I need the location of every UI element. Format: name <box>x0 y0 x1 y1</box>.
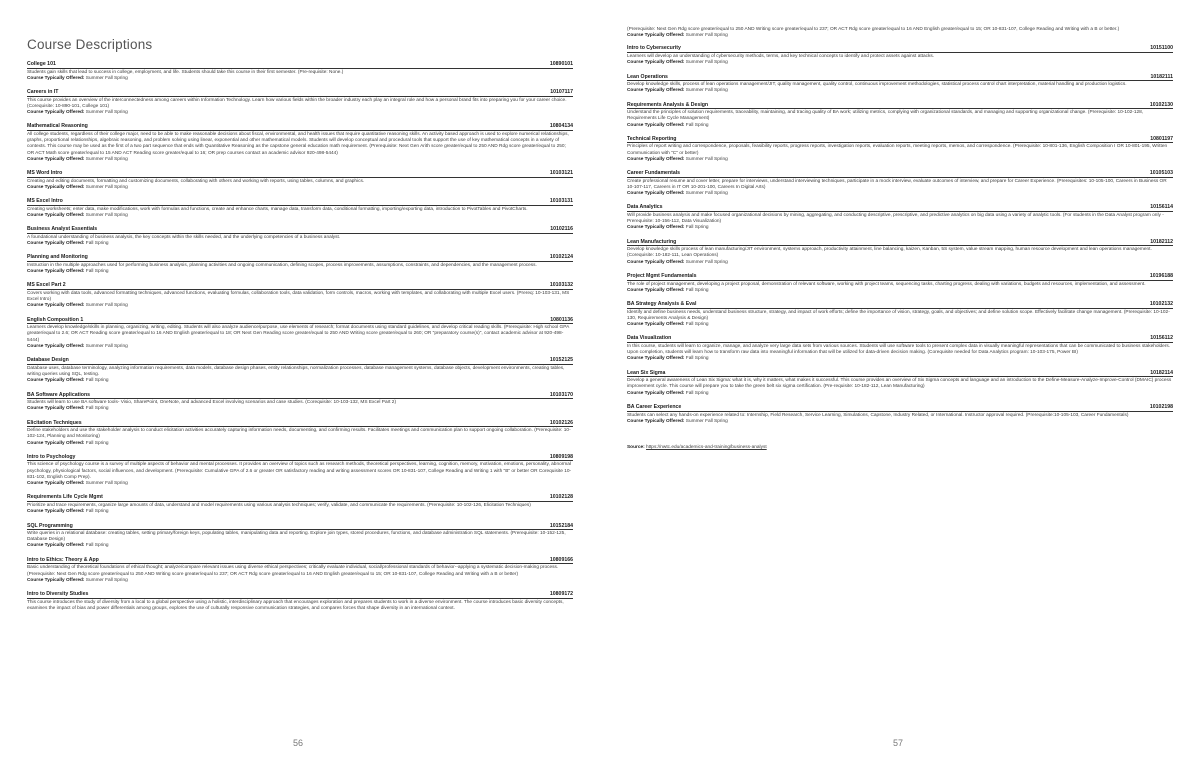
course-code: 10102126 <box>549 419 573 426</box>
course-entry <box>27 454 573 487</box>
course-description: Students can select any hands-on experience related to: Internship, Field Research, Service Learning, Simulations, Capstone, Industry Related, or International. Instructor approval required. (Prerequisite:10-105-103, Career Fundamentals) <box>627 412 1129 418</box>
course-code: 10103132 <box>549 282 573 289</box>
course-description: Write queries in a relational database: creating tables, setting primary/foreign keys, populating tables, manipulating data and reporting. Explore join types, stored procedures, functions, and database administration SQL statements. (Prerequisite: 10-152-125, Database Design) <box>27 531 566 543</box>
offered-terms: Fall Spring <box>85 378 109 384</box>
course-code: 10102198 <box>1149 404 1173 411</box>
course-offered <box>627 260 1173 266</box>
course-name: Lean Manufacturing <box>627 238 677 245</box>
offered-label: Course Typically Offered: <box>27 509 85 515</box>
course-name: Requirements Life Cycle Mgmt <box>27 494 103 501</box>
course-header <box>27 523 573 531</box>
left-course-list <box>27 61 573 612</box>
offered-label: Course Typically Offered: <box>27 184 85 190</box>
offered-terms: Summer Fall Spring <box>85 303 128 309</box>
left-column <box>27 0 573 619</box>
course-description: Develop a general awareness of Lean Six Sigma: what it is, why it matters, what makes it successful. This course provides an overview of Six Sigma concepts and language and an introduction to the Define-Measure-Analyze-Improve-Control (DMAIC) process improvement cycle. This course will prepare you to take the green belt six sigma certification. (Pre-requisite: 10-182-112, Lean Manufacturing) <box>627 378 1172 390</box>
course-description: Students gain skills that lead to success in college, employment, and life. Students should take this course in their first semester. (Pre-requisite: None.) <box>27 69 344 75</box>
source-link[interactable]: https://nwtc.edu/academics-and-training/business-analyst <box>646 444 767 450</box>
course-entry <box>27 254 573 275</box>
course-code: 10809166 <box>549 556 573 563</box>
offered-terms: Summer Fall Spring <box>85 156 128 162</box>
course-code: 10804134 <box>549 123 573 130</box>
course-name: MS Excel Intro <box>27 198 63 205</box>
offered-terms: Fall Spring <box>85 440 109 446</box>
course-description: This course provides an overview of the interconnectedness among careers within Information Technology. Learn how various fields within the broader industry each play an integral role and how a personal brand fits into preparing you for your career choice. (Corequisite: 10-890-101, College 101) <box>27 97 567 109</box>
offered-terms: Fall Spring <box>85 406 109 412</box>
offered-label: Course Typically Offered: <box>27 543 85 549</box>
course-header <box>27 170 573 178</box>
course-entry <box>627 136 1173 163</box>
course-entry <box>627 335 1173 362</box>
offered-terms: Fall Spring <box>85 543 109 549</box>
course-offered <box>627 191 1173 197</box>
course-name: Planning and Monitoring <box>27 254 88 261</box>
offered-terms: Summer Fall Spring <box>85 481 128 487</box>
course-header <box>27 254 573 262</box>
offered-label: Course Typically Offered: <box>627 287 685 293</box>
offered-terms: Fall Spring <box>685 356 709 362</box>
course-name: Careers in IT <box>27 89 59 96</box>
offered-terms: Summer Fall Spring <box>85 343 128 349</box>
course-entry <box>627 301 1173 328</box>
continuation-block <box>627 27 1173 39</box>
course-header <box>27 494 573 502</box>
course-header <box>627 102 1173 110</box>
course-code: 10103131 <box>549 198 573 205</box>
course-description: This course introduces the study of diversity from a local to a global perspective using a holistic, interdisciplinary approach that encourages exploration and prepares students to work in a diverse environment. The course introduces basic diversity concepts, examines the impact of bias and power differentials among groups, explores the use of culturally responsive communication strategies, and compares forces that shape diversity in an international context. <box>27 599 564 611</box>
course-header <box>27 557 573 565</box>
course-offered <box>27 269 573 275</box>
course-offered <box>627 419 1173 425</box>
offered-label: Course Typically Offered: <box>627 356 685 362</box>
course-description: Create professional resume and cover letter, prepare for interviews, understand interviewing techniques, participate in a mock interview, evaluate outcomes of interview, and prepare for Career Experience. (Prerequisites: 10-105-100, Careers in Business OR 10-107-117, Careers in IT OR 10-201-100, Careers In Digital Arts) <box>627 178 1167 190</box>
offered-terms: Summer Fall Spring <box>685 33 728 39</box>
course-entry <box>27 557 573 584</box>
course-offered <box>627 157 1173 163</box>
course-code: 10105103 <box>1149 170 1173 177</box>
offered-label: Course Typically Offered: <box>27 577 85 583</box>
course-header <box>27 89 573 97</box>
continuation-offered <box>627 33 1173 39</box>
course-code: 10182111 <box>1150 73 1173 80</box>
course-offered <box>27 303 573 309</box>
offered-terms: Summer Fall Spring <box>685 156 728 162</box>
course-code: 10156114 <box>1150 204 1173 211</box>
course-name: SQL Programming <box>27 522 73 529</box>
offered-label: Course Typically Offered: <box>27 240 85 246</box>
course-offered <box>627 123 1173 129</box>
course-description: Basic understanding of theoretical foundations of ethical thought; analyze/compare relevant issues using diverse ethical perspectives; critically evaluate individual, social/professional standards of behavior--applying a systematic decision-making process. (Prerequisite: Next Gen Rdg score greater/equal to 250 AND Writing score greater/equal to 237; OR ACT Rdg score greater/equal to 16 AND English greater/equal to 15; OR 10-831-107, College Reading and Writing with a B or better) <box>27 565 559 577</box>
course-code: 10156112 <box>1150 335 1173 342</box>
course-code: 10152184 <box>549 522 573 529</box>
course-entry <box>27 494 573 515</box>
course-description: Understand the principles of solution requirements, traceability, maintaining, and tracing quality of BA work; utilizing metrics, complying with organizational standards, and managing and supporting organizational change. (Prerequisite: 10-102-128, Requirements Life Cycle Management) <box>627 110 1144 122</box>
course-offered <box>27 157 573 163</box>
course-name: Lean Operations <box>627 73 668 80</box>
offered-terms: Summer Fall Spring <box>85 110 128 115</box>
source-line <box>627 445 1173 450</box>
course-header <box>27 454 573 462</box>
course-name: Intro to Ethics: Theory & App <box>27 556 99 563</box>
course-entry <box>27 523 573 550</box>
offered-label: Course Typically Offered: <box>627 322 685 328</box>
course-header <box>627 370 1173 378</box>
course-code: 10102116 <box>550 226 573 233</box>
course-offered <box>27 509 573 515</box>
offered-terms: Fall Spring <box>685 322 709 328</box>
course-entry <box>627 370 1173 397</box>
course-code: 10103170 <box>549 391 573 398</box>
page-number-right: 57 <box>893 738 904 748</box>
offered-label: Course Typically Offered: <box>627 418 685 424</box>
offered-label: Course Typically Offered: <box>27 481 85 487</box>
course-name: Business Analyst Essentials <box>27 226 98 233</box>
course-header <box>27 282 573 290</box>
course-entry <box>27 123 573 163</box>
course-header <box>27 420 573 428</box>
course-header <box>27 591 573 599</box>
course-entry <box>627 239 1173 266</box>
course-code: 10102128 <box>549 494 573 501</box>
course-description: Develop knowledge skills, process of lean operations management/JIT, quality management, quality control, continuous improvement methodologies, statistical process control chart interpretation, material handling and production logistics. <box>627 82 1127 87</box>
course-description: A foundational understanding of business analysis, the key concepts within the skills needed, and the underlying competencies of a business analyst. <box>27 234 341 240</box>
course-offered <box>27 213 573 219</box>
course-code: 10151100 <box>1150 45 1173 52</box>
course-name: Database Design <box>27 357 69 364</box>
course-code: 10809198 <box>549 453 573 460</box>
course-offered <box>627 356 1173 362</box>
offered-terms: Summer Fall Spring <box>685 88 728 94</box>
course-offered <box>627 225 1173 231</box>
course-name: BA Career Experience <box>627 404 682 411</box>
course-offered <box>27 76 573 82</box>
course-header <box>627 74 1173 82</box>
course-entry <box>27 198 573 219</box>
course-code: 10103121 <box>549 170 573 177</box>
page-number-left: 56 <box>293 738 304 748</box>
offered-label: Course Typically Offered: <box>27 110 85 115</box>
course-name: College 101 <box>27 61 56 67</box>
course-offered <box>627 288 1173 294</box>
course-header <box>627 404 1173 412</box>
offered-label: Course Typically Offered: <box>27 303 85 309</box>
course-name: Career Fundamentals <box>627 170 681 177</box>
course-entry <box>27 170 573 191</box>
course-description: The role of project management, developing a project proposal, demonstration of relevant software, working with project teams, sequencing tasks, charting progress, dealing with variations, budgets and resources, implementation, and assessment. <box>627 281 1146 287</box>
course-header <box>27 392 573 400</box>
course-code: 10801197 <box>1150 135 1173 142</box>
course-name: Mathematical Reasoning <box>27 123 88 130</box>
course-name: BA Software Applications <box>27 391 91 398</box>
right-column <box>627 0 1173 450</box>
offered-label: Course Typically Offered: <box>27 406 85 412</box>
course-offered <box>27 185 573 191</box>
course-description: Prioritize and trace requirements, organize large amounts of data, understand and model requirements using various analysis techniques; verify, validate, and communicate the requirements. (Prerequisite: 10-102-126, Elicitation Techniques) <box>27 502 531 508</box>
course-description: Students will learn to use BA software tools- Visio, SharePoint, OneNote, and advanced Excel involving scenarios and case studies. (Corequisite: 10-103-132, MS Excel Part 2) <box>27 400 397 406</box>
course-description: All college students, regardless of their college major, need to be able to make reasonable decisions about fiscal, environmental, and health issues that require quantitative reasoning skills. An activity based approach is used to explore numerical relationships, graphs, proportional relationships, algebraic reasoning, and problem solving using linear, exponential and other mathematical models. Students will develop conceptual and procedural tools that support the use of key mathematical concepts in a variety of contexts. This course may be used as the first of a two part sequence that ends with Quantitative Reasoning as the capstone general education math requirement. (Prerequisite: Next Gen Arith score greater/equal to 250 AND Rdg score greater/equal to 250; OR ACT Math score greater/equal to 15 AND ACT Reading score greater/equal to 16; OR prep courses contact an academic advisor 920-498-5444) <box>27 131 569 156</box>
course-description: Principles of report writing and correspondence, proposals, feasibility reports, progress reports, investigation reports, evaluation reports, meeting reports, memos, and correspondence. (Prerequisite: 10-801-136, English Composition I OR 10-801-195, Written Communication with "C" or better) <box>627 144 1168 156</box>
course-entry <box>627 204 1173 231</box>
course-name: Intro to Diversity Studies <box>27 591 89 598</box>
course-name: Elicitation Techniques <box>27 419 82 426</box>
course-code: 10801136 <box>550 316 573 323</box>
course-header <box>27 61 573 69</box>
course-header <box>27 198 573 206</box>
offered-terms: Summer Fall Spring <box>685 259 728 265</box>
course-header <box>627 273 1173 281</box>
course-entry <box>27 392 573 413</box>
offered-terms: Summer Fall Spring <box>85 212 128 218</box>
course-description: Will provide business analysis and make focused organizational decisions by mining, aggregating, and conducting descriptive, prescriptive, and predictive analytics on big data using a variety of analytic tools. (For students in the Data Analyst program only - Prerequisite: 10-156-112, Data Visualization) <box>627 212 1164 225</box>
course-offered <box>627 322 1173 328</box>
course-code: 10102130 <box>1149 101 1173 108</box>
offered-label: Course Typically Offered: <box>27 440 85 446</box>
course-description: Learners will develop an understanding of cybersecurity methods, terms, and key technical concepts to identify and protect assets against attacks. <box>627 53 935 59</box>
offered-terms: Fall Spring <box>685 122 709 128</box>
course-header <box>627 204 1173 212</box>
course-code: 10182114 <box>1150 369 1173 376</box>
offered-label: Course Typically Offered: <box>27 269 85 275</box>
offered-terms: Summer Fall Spring <box>685 191 728 197</box>
offered-terms: Summer Fall Spring <box>85 184 128 190</box>
course-description: Develop knowledge skills process of lean manufacturing/JIT environment, systems approach, productivity attainment, line balancing, kaizen, Kanban, 5S system, value stream mapping, human resource development and lean operations management. (Corequisite: 10-182-111, Lean Operations) <box>627 247 1152 259</box>
offered-label: Course Typically Offered: <box>627 156 685 162</box>
offered-label: Course Typically Offered: <box>627 60 685 66</box>
course-header <box>627 301 1173 309</box>
offered-label: Course Typically Offered: <box>627 191 685 197</box>
offered-label: Course Typically Offered: <box>27 343 85 349</box>
offered-terms: Summer Fall Spring <box>685 60 728 66</box>
continuation-text: (Prerequisite: Next Gen Rdg score greater/equal to 250 AND Writing score greater/equal to 237; OR ACT Rdg score greater/equal to 16 AND English greater/equal to 15; OR 10-831-107, College Reading and Writing with a B or better.) <box>627 27 1120 32</box>
course-entry <box>627 404 1173 425</box>
course-name: BA Strategy Analysis & Eval <box>627 301 697 308</box>
course-description: Creating and editing documents, formatting and customizing documents, collaborating with others and working with reports, using tables, columns, and graphics. <box>27 178 365 184</box>
course-code: 10152125 <box>549 357 573 364</box>
course-code: 10107117 <box>550 89 573 96</box>
course-name: Intro to Psychology <box>27 453 76 460</box>
course-name: MS Excel Part 2 <box>27 282 66 289</box>
course-offered <box>27 543 573 549</box>
course-description: In this course, students will learn to organize, manage, and analyze very large data sets from various sources. Students will use software tools to present complex data in visually meaningful representations that can be communicated to business stakeholders. Upon completion, students will learn how to transform raw data into meaningful information that will be utilized for data-driven decision making. (Corequisite needed for Data Analytics program: 10-103-175, Power BI) <box>627 343 1171 356</box>
course-offered <box>27 481 573 487</box>
offered-label: Course Typically Offered: <box>627 390 685 396</box>
offered-terms: Fall Spring <box>685 225 709 231</box>
offered-terms: Fall Spring <box>685 390 709 396</box>
course-header <box>627 136 1173 144</box>
course-header <box>27 357 573 365</box>
course-offered <box>27 110 573 116</box>
course-code: 10196188 <box>1149 273 1173 280</box>
course-offered <box>27 378 573 384</box>
offered-label: Course Typically Offered: <box>627 259 685 265</box>
course-description: Creating worksheets; enter data, make modifications, work with formulas and functions, create and enhance charts, manage data, transform data, conditional formatting, importing/exporting data, introduction to PivotTables and PivotCharts. <box>27 206 528 212</box>
course-header <box>27 226 573 234</box>
course-entry <box>27 317 573 350</box>
course-entry <box>27 591 573 612</box>
course-header <box>627 45 1173 53</box>
course-name: Project Mgmt Fundamentals <box>627 273 697 280</box>
offered-terms: Fall Spring <box>85 509 109 515</box>
course-name: MS Word Intro <box>27 170 63 177</box>
course-entry <box>627 74 1173 95</box>
course-code: 10102132 <box>1149 301 1173 308</box>
offered-label: Course Typically Offered: <box>27 378 85 384</box>
offered-label: Course Typically Offered: <box>627 225 685 231</box>
page-title: Course Descriptions <box>27 37 153 52</box>
course-offered <box>27 406 573 412</box>
course-offered <box>27 578 573 584</box>
course-description: This science of psychology course is a survey of multiple aspects of behavior and mental processes. It provides an overview of topics such as research methods, theoretical perspectives, learning, cognition, memory, motivation, emotions, personality, abnormal psychology, physiological factors, social influences, and development. (Prerequisite: Cumulative GPA of 2.6 or greater OR satisfactory reading and writing assessment scores OR 10-831-107, College Reading and Writing 1 with "B" or better OR Corequisite 10-831-102, English Comp Prep). <box>27 462 572 480</box>
course-offered <box>27 241 573 247</box>
course-entry <box>27 89 573 116</box>
course-offered <box>627 60 1173 66</box>
course-offered <box>27 441 573 447</box>
right-course-list <box>627 45 1173 425</box>
offered-terms: Summer Fall Spring <box>85 577 128 583</box>
course-name: Data Visualization <box>627 335 672 342</box>
offered-terms: Summer Fall Spring <box>85 75 128 81</box>
course-entry <box>27 282 573 309</box>
offered-label: Course Typically Offered: <box>627 33 685 39</box>
course-header <box>27 123 573 131</box>
course-name: Lean Six Sigma <box>627 369 666 376</box>
course-code: 10890101 <box>549 61 573 67</box>
offered-label: Course Typically Offered: <box>27 212 85 218</box>
course-entry <box>627 273 1173 294</box>
course-description: Covers working with data tools, advanced formatting techniques, advanced functions, evaluating formulas, collaboration tools, data validation, form controls, macros, working with templates, and collaborating with multiple Excel users. (Prereq: 10-103-131, MS Excel Intro) <box>27 290 570 303</box>
course-header <box>627 335 1173 343</box>
offered-label: Course Typically Offered: <box>27 75 85 81</box>
course-entry <box>27 357 573 384</box>
course-entry <box>27 61 573 82</box>
course-entry <box>27 226 573 247</box>
course-entry <box>627 170 1173 197</box>
course-description: Instruction in the multiple approaches used for performing business analysis, planning activities and ongoing communication, defining scopes, process improvements, assumptions, constraints, and dependencies, and the management process. <box>27 262 537 268</box>
offered-label: Course Typically Offered: <box>627 122 685 128</box>
course-entry <box>27 420 573 447</box>
course-code: 10809172 <box>549 591 573 598</box>
course-name: Requirements Analysis & Design <box>627 101 709 108</box>
source-label: Source: <box>627 444 645 450</box>
course-code: 10102124 <box>549 254 573 261</box>
course-description: Database uses, database terminology, analyzing information requirements, data models, database design phases, entity relationships, normalization processes, database management systems, database objects, development environments, creating tables, writing queries using SQL, testing. <box>27 365 565 377</box>
course-code: 10182112 <box>1150 238 1173 245</box>
course-description: Identify and define business needs, understand business structure, strategy, and impact of work efforts; define the importance of vision, strategy, goals, and objectives; and define solution scope. Effectively facilitate change management. (Prerequisite: 10-102-130, Requirements Analysis & Design) <box>627 309 1170 321</box>
course-name: English Composition 1 <box>27 316 84 323</box>
right-page <box>600 0 1200 776</box>
offered-label: Course Typically Offered: <box>627 88 685 94</box>
course-offered <box>27 344 573 350</box>
course-name: Intro to Cybersecurity <box>627 45 681 52</box>
course-header <box>627 170 1173 178</box>
offered-terms: Fall Spring <box>85 269 109 275</box>
course-name: Data Analytics <box>627 204 663 211</box>
course-name: Technical Reporting <box>627 135 677 142</box>
course-header <box>27 317 573 325</box>
course-offered <box>627 391 1173 397</box>
course-offered <box>627 88 1173 94</box>
course-header <box>627 239 1173 247</box>
offered-terms: Summer Fall Spring <box>685 418 728 424</box>
offered-terms: Fall Spring <box>685 287 709 293</box>
course-description: Learners develop knowledge/skills in planning, organizing, writing, editing. Students will also analyze audience/purpose, use elements of research; format documents using standard guidelines, and develop critical reading skills. (Prerequisite: High school GPA greater/equal to 2.6; OR ACT Reading score greater/equal to 16 AND English greater/equal to 18; OR Next Gen Reading score greater/equal to 250 AND Writing score greater/equal to 260; OR "preparatory course(s)", contact academic advisor at 920-498-5444) <box>27 325 569 343</box>
course-entry <box>627 102 1173 129</box>
course-description: Define stakeholders and use the stakeholder analysis to conduct elicitation activities accurately capturing information needs, documenting, and confirming results. Facilitates meetings and communication plan to support ongoing collaboration. (Prerequisite: 10-102-124, Planning and Monitoring) <box>27 428 571 440</box>
offered-label: Course Typically Offered: <box>27 156 85 162</box>
offered-terms: Fall Spring <box>85 240 109 246</box>
course-entry <box>627 45 1173 66</box>
